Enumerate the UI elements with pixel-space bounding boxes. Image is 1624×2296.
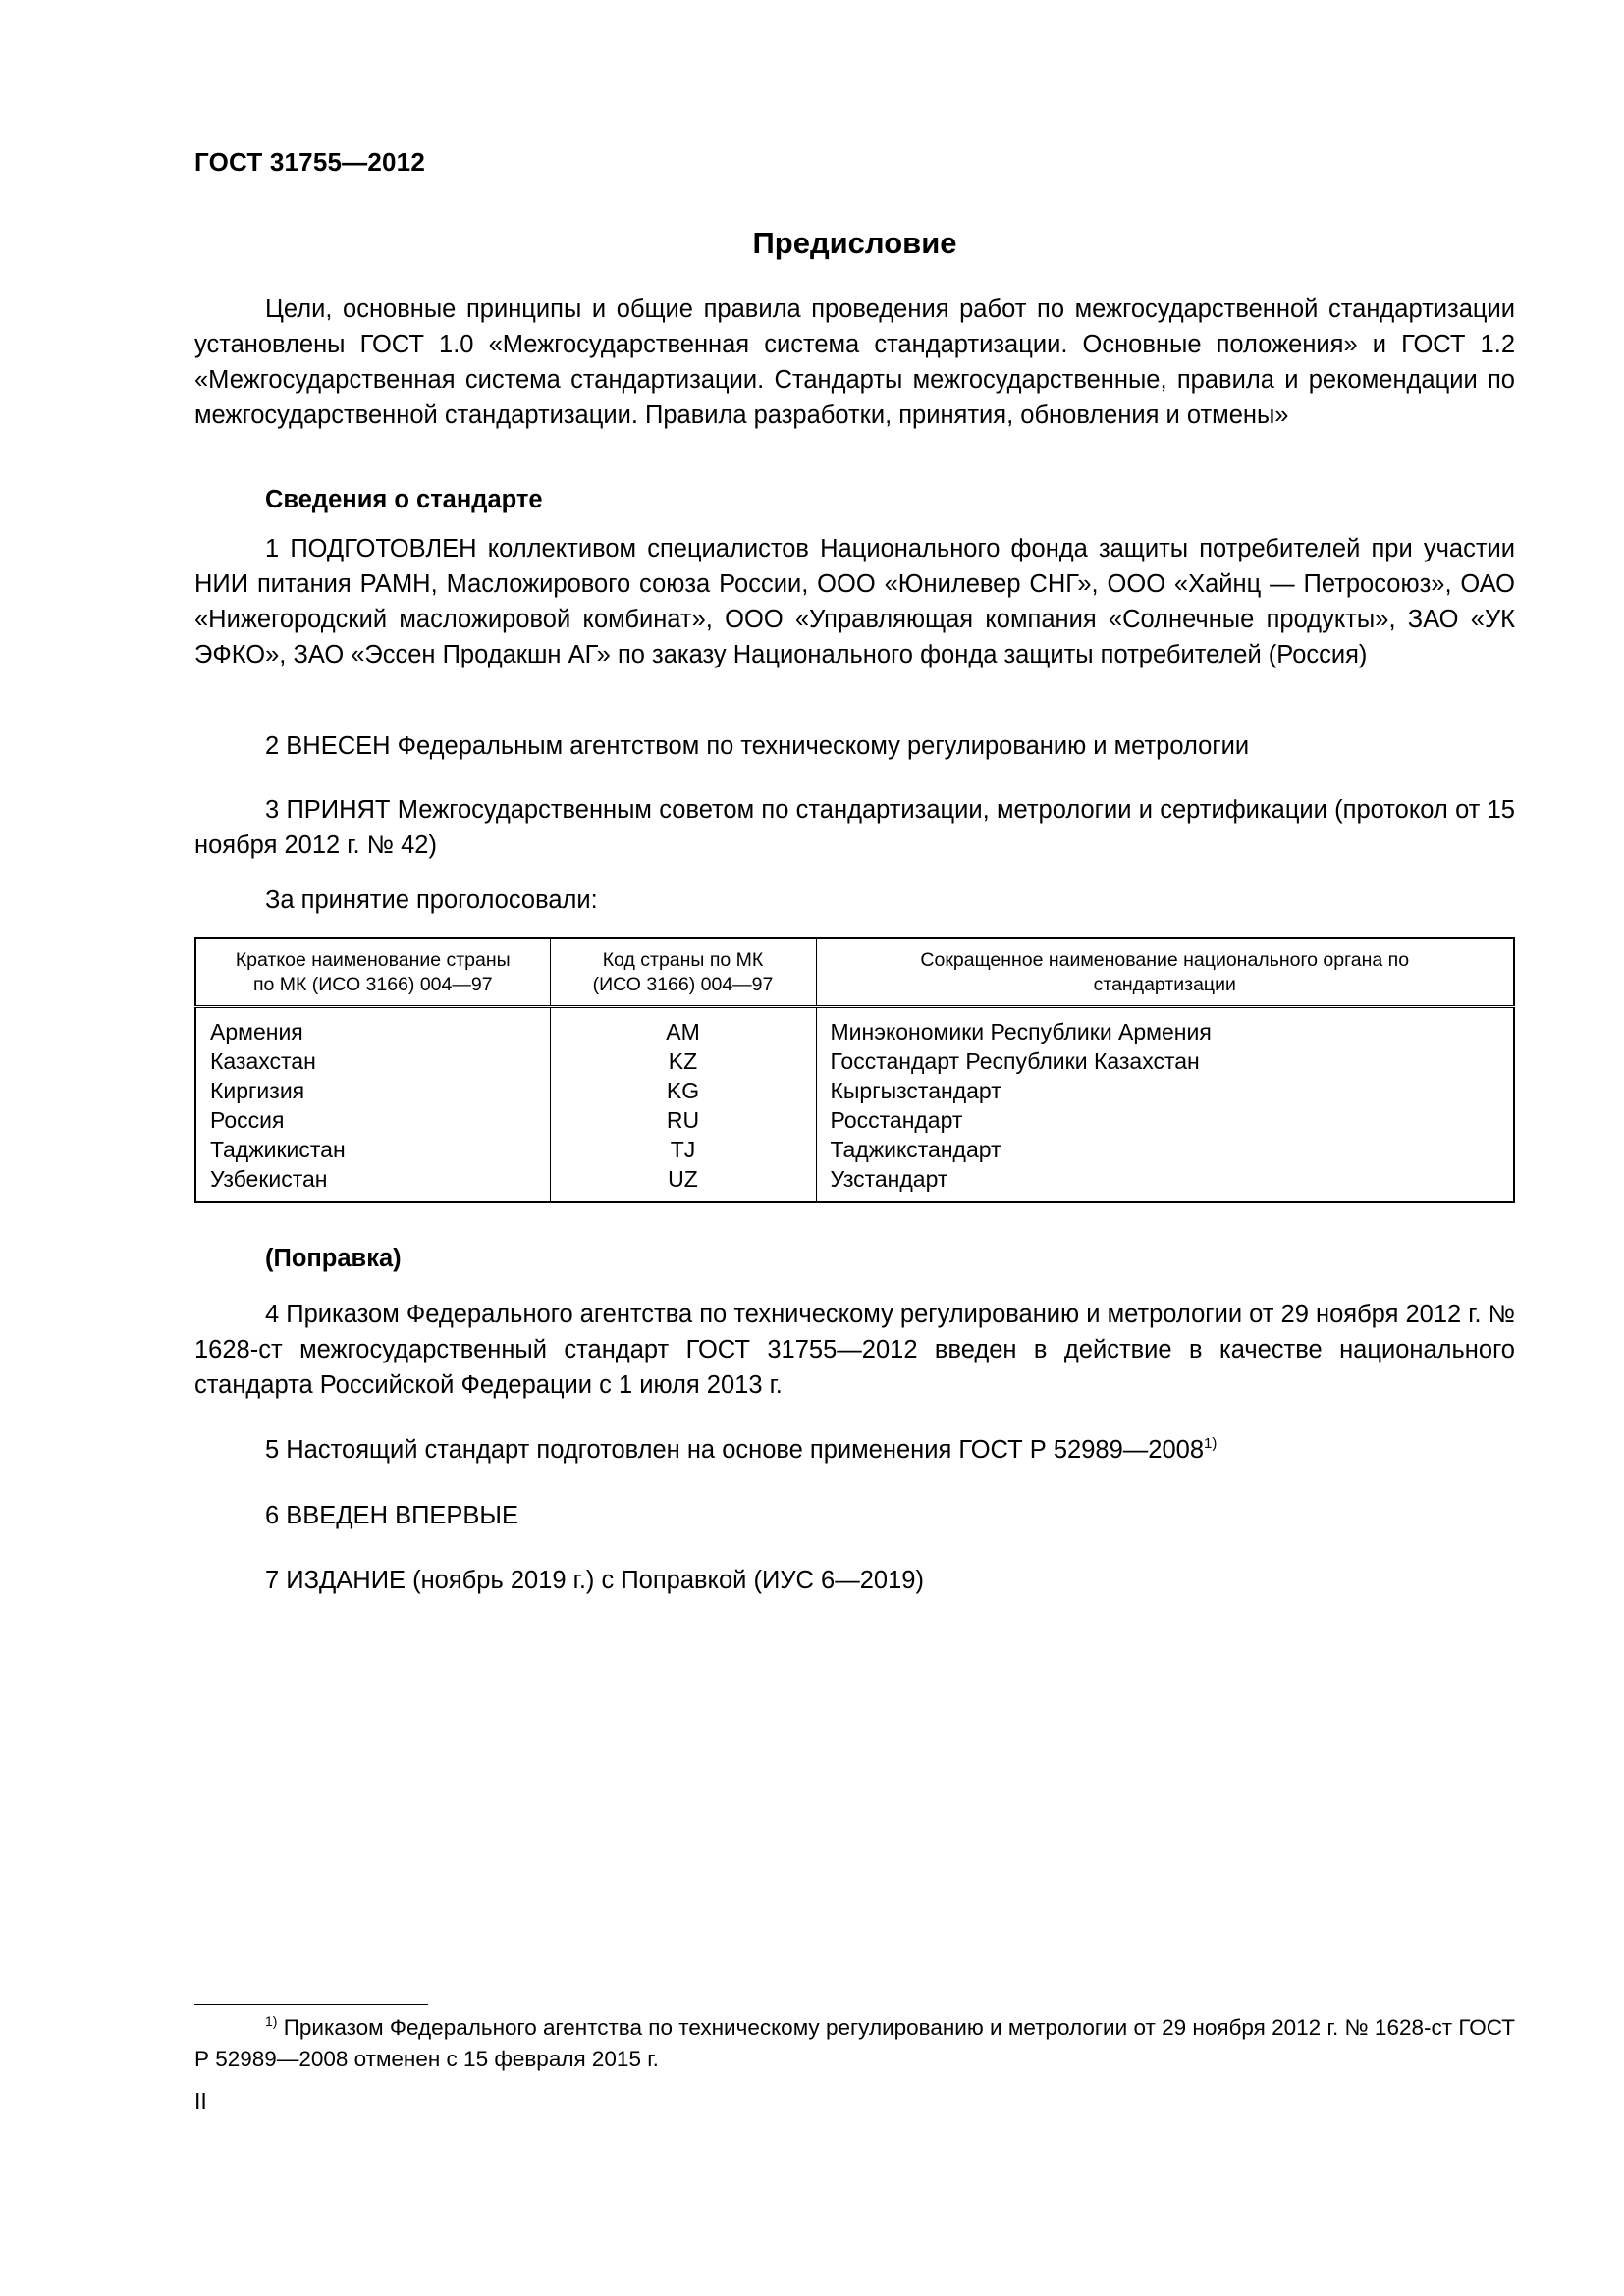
body-cell: Узстандарт [830, 1166, 948, 1192]
code-cell: KZ [550, 1046, 816, 1076]
footnote-divider [194, 2004, 428, 2005]
code-cell: UZ [550, 1164, 816, 1202]
code-cell: AM [550, 1007, 816, 1047]
intro-paragraph: Цели, основные принципы и общие правила проведения работ по межгосударственной стандартизации установлены ГОСТ 1.0 «Межгосударственная система стандартизации. Основные положения» и ГОСТ 1.2 «Межгосударственная система стандартизации. Стандарты межгосударственные, правила и рекомендации по межгосударственной стандартизации. Правила разработки, принятия, обновления и отмены» [194, 295, 1515, 429]
item-basis [194, 1432, 1515, 1468]
footnote-ref: 1) [1204, 1435, 1218, 1452]
table-row [195, 1135, 1514, 1164]
table-header-code [550, 938, 816, 1007]
page-title: Предисловие [752, 226, 957, 260]
body-cell: Госстандарт Республики Казахстан [830, 1048, 1200, 1074]
standard-code-header: ГОСТ 31755—2012 [194, 147, 425, 177]
country-cell: Россия [195, 1105, 550, 1135]
item-basis-text: 5 Настоящий стандарт подготовлен на основе применения ГОСТ Р 52989—2008 [265, 1436, 1205, 1464]
country-cell: Узбекистан [195, 1164, 550, 1202]
body-cell: Кыргызстандарт [830, 1078, 1001, 1103]
correction-label: (Поправка) [265, 1245, 402, 1272]
table-row [195, 1046, 1514, 1076]
vote-intro-block [194, 882, 1515, 918]
item-5-block [194, 1432, 1515, 1468]
item-first-introduced: 6 ВВЕДЕН ВПЕРВЫЕ [265, 1502, 519, 1529]
item-submitted: 2 ВНЕСЕН Федеральным агентством по техническому регулированию и метрологии [265, 732, 1250, 760]
header-body-text: Сокращенное наименование национального органа по стандартизации [920, 949, 1410, 995]
voting-table [194, 937, 1515, 1203]
footnote-marker: 1) [265, 2013, 278, 2029]
header-code-text: Код страны по МК (ИСО 3166) 004—97 [592, 949, 774, 995]
table-header-body [816, 938, 1514, 1007]
footnote [194, 2012, 1515, 2075]
item-3-block [194, 792, 1515, 863]
item-1-block [194, 531, 1515, 672]
country-cell: Казахстан [195, 1046, 550, 1076]
body-cell: Росстандарт [830, 1107, 963, 1133]
info-heading: Сведения о стандарте [265, 486, 543, 513]
item-6-block [194, 1498, 1515, 1533]
item-adopted: 3 ПРИНЯТ Межгосударственным советом по стандартизации, метрологии и сертификации (протокол от 15 ноября 2012 г. № 42) [194, 796, 1515, 859]
item-4-block [194, 1297, 1515, 1403]
table-header-row [195, 938, 1514, 1007]
code-cell: TJ [550, 1135, 816, 1164]
footnote-text: Приказом Федерального агентства по техническому регулированию и метрологии от 29 ноября 2012 г. № 1628-ст ГОСТ Р 52989—2008 отменен с 15 февраля 2015 г. [194, 2015, 1515, 2071]
body-cell: Минэкономики Республики Армения [830, 1019, 1212, 1044]
page-number: II [194, 2088, 207, 2113]
country-cell: Армения [195, 1007, 550, 1047]
table-row [195, 1105, 1514, 1135]
item-2-block [194, 728, 1515, 764]
intro-section [194, 292, 1515, 433]
vote-intro: За принятие проголосовали: [265, 886, 598, 914]
body-cell: Таджикстандарт [830, 1137, 1001, 1162]
table-row [195, 1164, 1514, 1202]
item-enacted: 4 Приказом Федерального агентства по техническому регулированию и метрологии от 29 ноября 2012 г. № 1628-ст межгосударственный стандарт ГОСТ 31755—2012 введен в действие в качестве национального стандарта Российской Федерации с 1 июля 2013 г. [194, 1301, 1515, 1399]
footnote-paragraph [194, 2012, 1515, 2075]
table-row [195, 1007, 1514, 1047]
header-country-text: Краткое наименование страны по МК (ИСО 3166) 004—97 [235, 949, 511, 995]
item-edition: 7 ИЗДАНИЕ (ноябрь 2019 г.) с Поправкой (ИУС 6—2019) [265, 1567, 924, 1594]
code-cell: KG [550, 1076, 816, 1105]
code-cell: RU [550, 1105, 816, 1135]
item-7-block [194, 1563, 1515, 1598]
table-header-country [195, 938, 550, 1007]
correction-block [194, 1241, 1515, 1276]
country-cell: Таджикистан [195, 1135, 550, 1164]
info-heading-block [194, 482, 1515, 517]
country-cell: Киргизия [195, 1076, 550, 1105]
item-prepared: 1 ПОДГОТОВЛЕН коллективом специалистов Национального фонда защиты потребителей при участии НИИ питания РАМН, Масложирового союза России, ООО «Юнилевер СНГ», ООО «Хайнц — Петросоюз», ОАО «Нижегородский масложировой комбинат», ООО «Управляющая компания «Солнечные продукты», ЗАО «УК ЭФКО», ЗАО «Эссен Продакшн АГ» по заказу Национального фонда защиты потребителей (Россия) [194, 535, 1515, 668]
table-row [195, 1076, 1514, 1105]
